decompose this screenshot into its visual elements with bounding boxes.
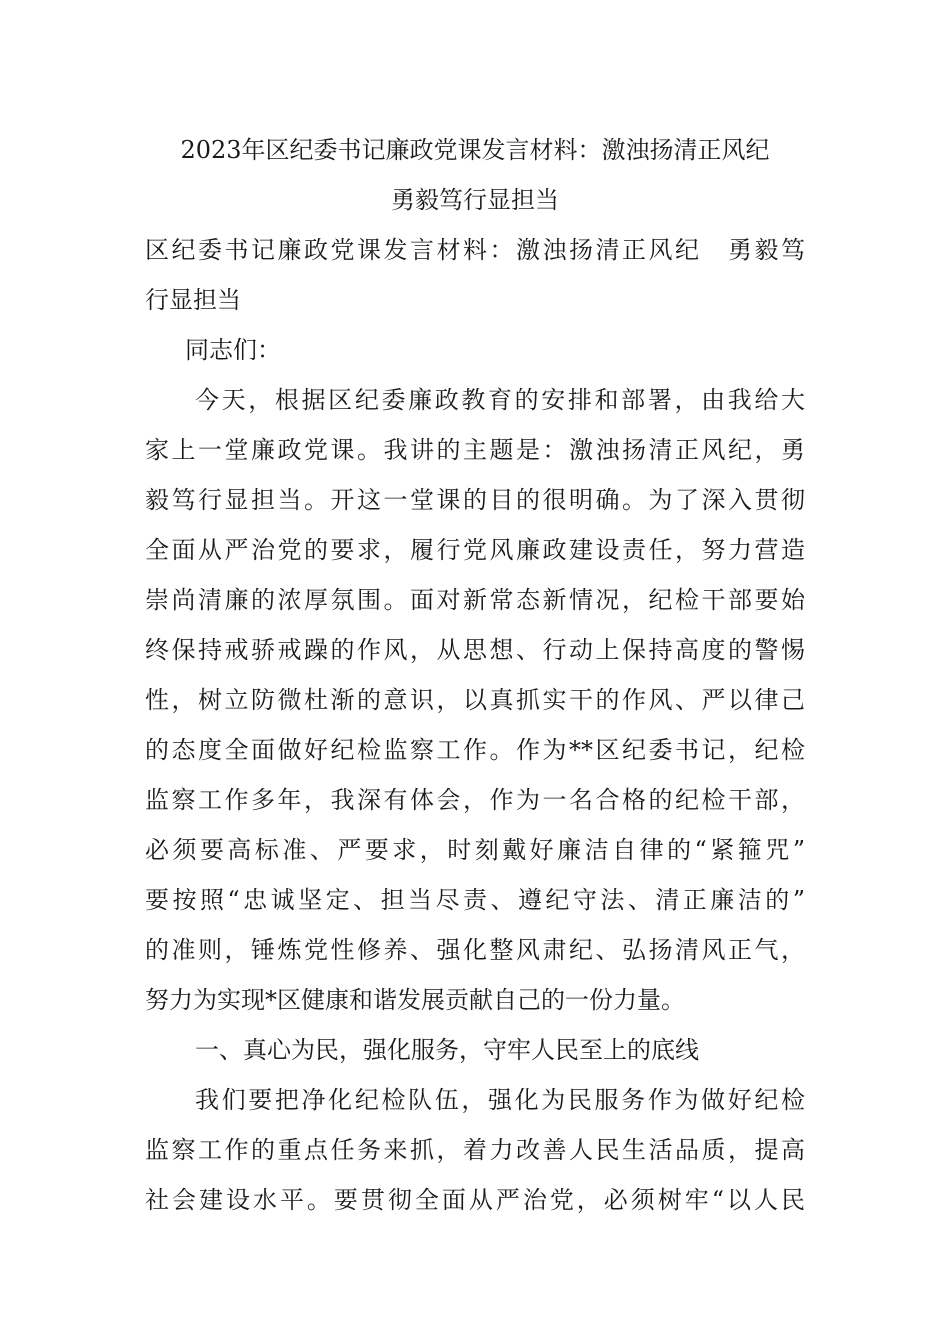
- section1-heading: 一、真心为民，强化服务，守牢人民至上的底线: [195, 1036, 699, 1064]
- paragraph1-line-7: 性，树立防微杜渐的意识，以真抓实干的作风、严以律己: [145, 686, 805, 714]
- paragraph1-line-1: 今天，根据区纪委廉政教育的安排和部署，由我给大: [195, 386, 805, 414]
- paragraph1-line-12: 的准则，锤炼党性修养、强化整风肃纪、弘扬清风正气，: [145, 936, 805, 964]
- subtitle-line-2: 行显担当: [145, 286, 241, 314]
- paragraph2-line-1: 我们要把净化纪检队伍，强化为民服务作为做好纪检: [195, 1086, 805, 1114]
- paragraph1-line-11: 要按照“忠诚坚定、担当尽责、遵纪守法、清正廉洁的”: [145, 886, 805, 914]
- paragraph1-line-2: 家上一堂廉政党课。我讲的主题是：激浊扬清正风纪，勇: [145, 436, 805, 464]
- paragraph1-line-10: 必须要高标准、严要求，时刻戴好廉洁自律的“紧箍咒”: [145, 836, 805, 864]
- paragraph2-line-3: 社会建设水平。要贯彻全面从严治党，必须树牢“以人民: [145, 1186, 805, 1214]
- paragraph1-line-5: 崇尚清廉的浓厚氛围。面对新常态新情况，纪检干部要始: [145, 586, 805, 614]
- paragraph1-line-13: 努力为实现*区健康和谐发展贡献自己的一份力量。: [145, 986, 685, 1014]
- document-title-line-1: 2023年区纪委书记廉政党课发言材料：激浊扬清正风纪: [180, 136, 770, 164]
- paragraph2-line-2: 监察工作的重点任务来抓，着力改善人民生活品质，提高: [145, 1136, 805, 1164]
- document-title-line-2: 勇毅笃行显担当: [391, 186, 559, 214]
- paragraph1-line-6: 终保持戒骄戒躁的作风，从思想、行动上保持高度的警惕: [145, 636, 805, 664]
- paragraph1-line-8: 的态度全面做好纪检监察工作。作为**区纪委书记，纪检: [145, 736, 805, 764]
- paragraph1-line-3: 毅笃行显担当。开这一堂课的目的很明确。为了深入贯彻: [145, 486, 805, 514]
- subtitle-line-1: 区纪委书记廉政党课发言材料：激浊扬清正风纪 勇毅笃: [145, 236, 805, 264]
- greeting: 同志们：: [185, 336, 281, 364]
- paragraph1-line-4: 全面从严治党的要求，履行党风廉政建设责任，努力营造: [145, 536, 805, 564]
- paragraph1-line-9: 监察工作多年，我深有体会，作为一名合格的纪检干部，: [145, 786, 805, 814]
